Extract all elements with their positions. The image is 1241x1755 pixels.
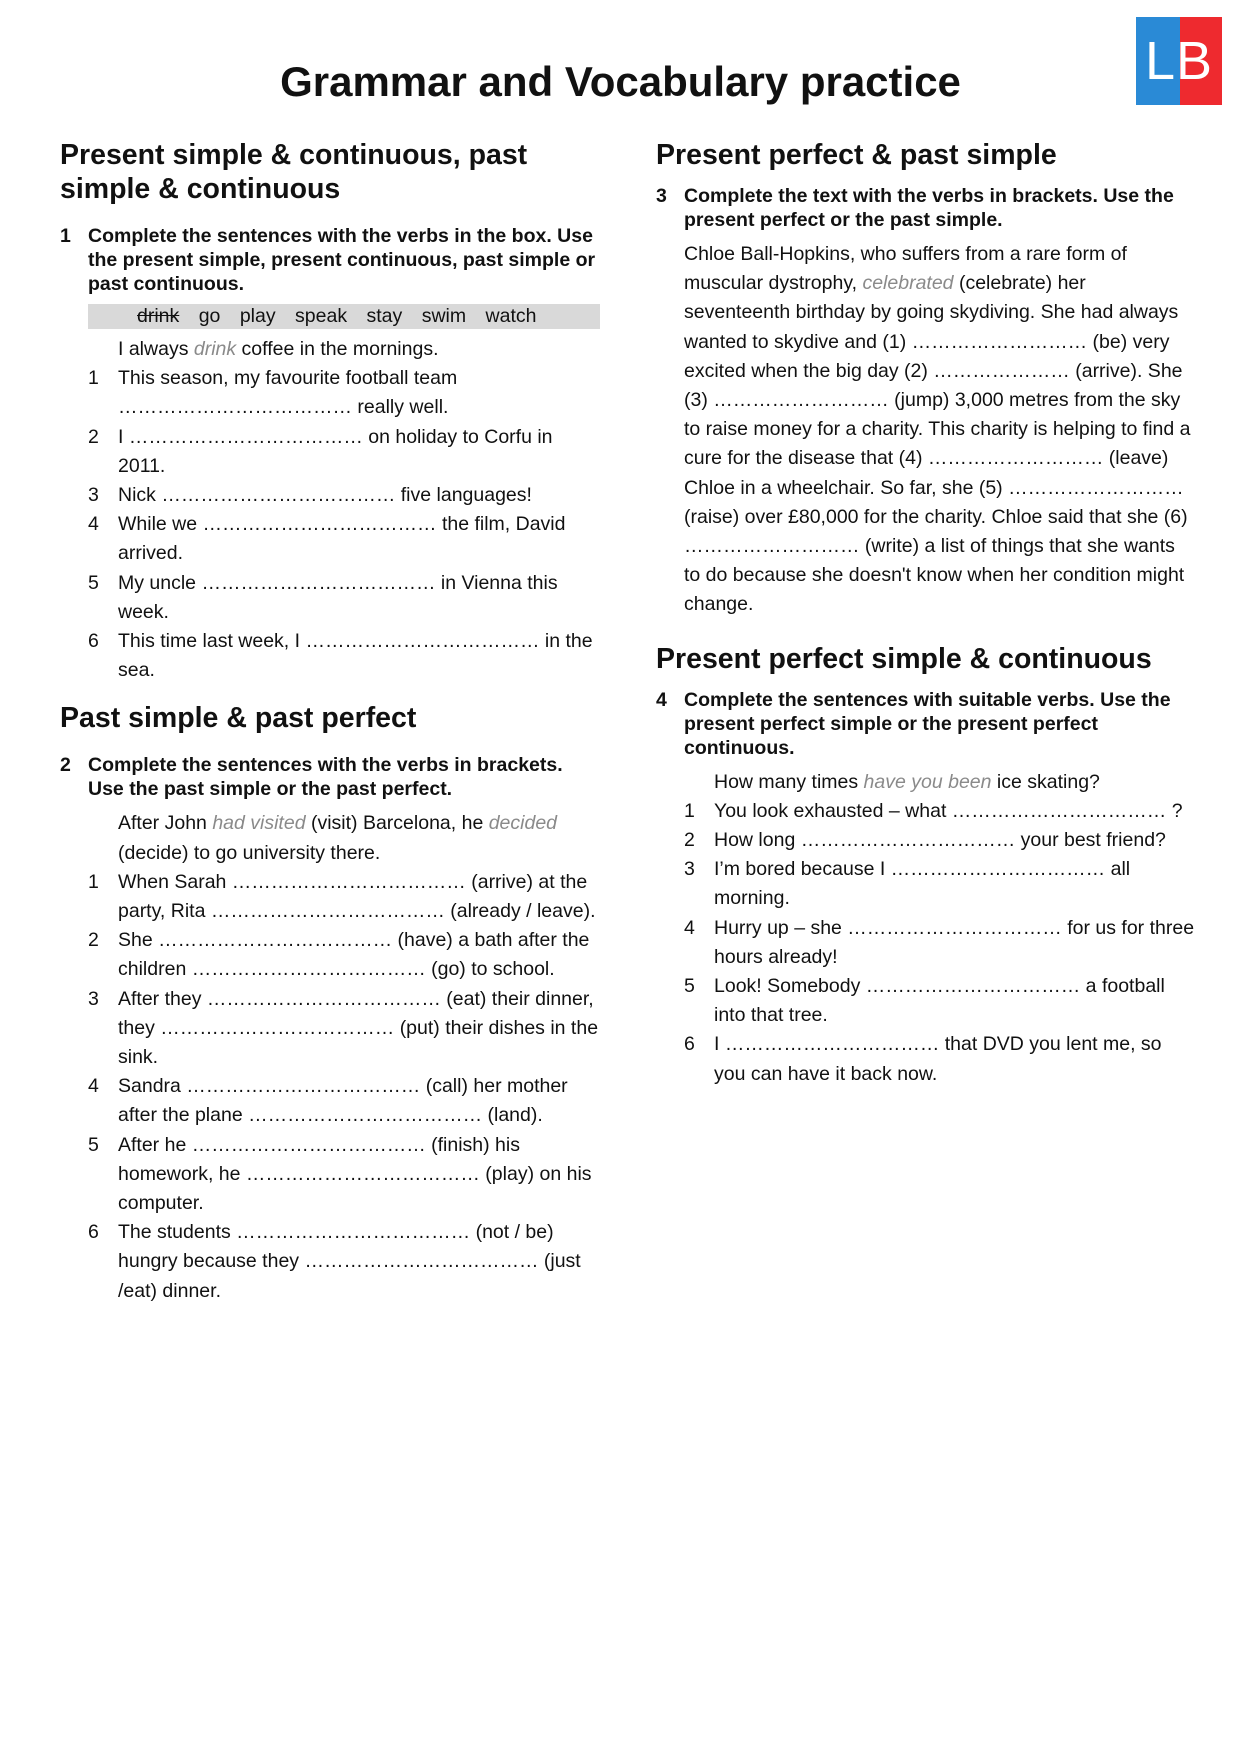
list-item: 5 My uncle ……………………………… in Vienna this week. bbox=[88, 571, 558, 623]
logo-text: LB bbox=[1144, 31, 1214, 91]
list-item: 3 After they ……………………………… (eat) their dinner, they ……………………………… (put) their dishes in the sink. bbox=[88, 987, 599, 1069]
list-item: 4 Sandra ……………………………… (call) her mother after the plane ……………………………… (land). bbox=[88, 1075, 568, 1127]
section3-instruction: 3 Complete the text with the verbs in brackets. Use the present perfect or the past simple. bbox=[656, 185, 1174, 231]
list-item: 2 She ……………………………… (have) a bath after the children ……………………………… (go) to school. bbox=[88, 929, 590, 981]
list-item: 4 While we ……………………………… the film, David arrived. bbox=[88, 513, 566, 565]
list-item: 1 You look exhausted – what …………………………… ? bbox=[684, 799, 1183, 822]
list-item: 3 I’m bored because I …………………………… all morning. bbox=[684, 858, 1131, 910]
section4-example: How many times have you been ice skating? bbox=[714, 770, 1100, 793]
list-item: 5 Look! Somebody …………………………… a football into that tree. bbox=[684, 975, 1165, 1027]
section1-example: I always drink coffee in the mornings. bbox=[118, 338, 439, 360]
word-swim: swim bbox=[421, 305, 467, 327]
section1-heading: Present simple & continuous, past simple & continuous bbox=[60, 139, 528, 205]
list-item: 2 I ……………………………… on holiday to Corfu in 2011. bbox=[88, 425, 553, 477]
list-item: 6 I …………………………… that DVD you lent me, so you can have it back now. bbox=[684, 1033, 1162, 1085]
list-item: 4 Hurry up – she …………………………… for us for three hours already! bbox=[684, 916, 1195, 968]
section3-text: Chloe Ball-Hopkins, who suffers from a rare form of muscular dystrophy, celebrated (celebrate) her seventeenth birthday by going skydiving. She had always wanted to skydive and (1) ……………………… (be) very excited when the big day (2) ………………… (arrive). She (3) ……………………… (jump) 3,000 metres from the sky to raise money for a charity. This charity is helping to find a cure for the disease that (4) ……………………… (leave) Chloe in a wheelchair. So far, she (5) ……………………… (raise) over £80,000 for the charity. Chloe said that she (6) ……………………… (write) a list of things that she wants to do because she doesn't know when her condition might change. bbox=[684, 243, 1191, 616]
left-column bbox=[60, 138, 600, 1306]
list-item: 6 The students ……………………………… (not / be) hungry because they ……………………………… (just /eat) dinner. bbox=[88, 1221, 581, 1302]
section4-heading: Present perfect simple & continuous bbox=[656, 642, 1152, 675]
section4-instruction: 4 Complete the sentences with suitable verbs. Use the present perfect simple or the present perfect continuous. bbox=[656, 688, 1171, 759]
list-item: 1 This season, my favourite football team ……………………………… really well. bbox=[88, 367, 458, 419]
list-item: 5 After he ……………………………… (finish) his homework, he ……………………………… (play) on his computer. bbox=[88, 1133, 592, 1215]
list-item: 1 When Sarah ……………………………… (arrive) at the party, Rita ……………………………… (already / leave). bbox=[88, 870, 596, 923]
section2-heading: Past simple & past perfect bbox=[60, 702, 417, 735]
list-item: 2 How long …………………………… your best friend? bbox=[684, 829, 1166, 852]
section1-instruction: 1 Complete the sentences with the verbs in the box. Use the present simple, present continuous, past simple or past continuous. bbox=[60, 225, 596, 295]
section2-example: After John had visited (visit) Barcelona, he decided (decide) to go university there. bbox=[118, 812, 558, 864]
right-column bbox=[656, 138, 1196, 1089]
list-item: 3 Nick ……………………………… five languages! bbox=[88, 484, 532, 507]
list-item: 6 This time last week, I ……………………………… in the sea. bbox=[88, 630, 593, 682]
word-watch: watch bbox=[485, 305, 537, 327]
word-go: go bbox=[198, 305, 221, 327]
word-play: play bbox=[239, 305, 276, 327]
word-speak: speak bbox=[295, 305, 348, 327]
word-stay: stay bbox=[366, 305, 403, 327]
section3-heading: Present perfect & past simple bbox=[656, 139, 1057, 171]
page-title: Grammar and Vocabulary practice bbox=[280, 58, 961, 105]
word-drink: drink bbox=[137, 305, 180, 327]
word-box bbox=[88, 304, 600, 329]
section2-instruction: 2 Complete the sentences with the verbs in brackets. Use the past simple or the past perfect. bbox=[60, 754, 563, 801]
